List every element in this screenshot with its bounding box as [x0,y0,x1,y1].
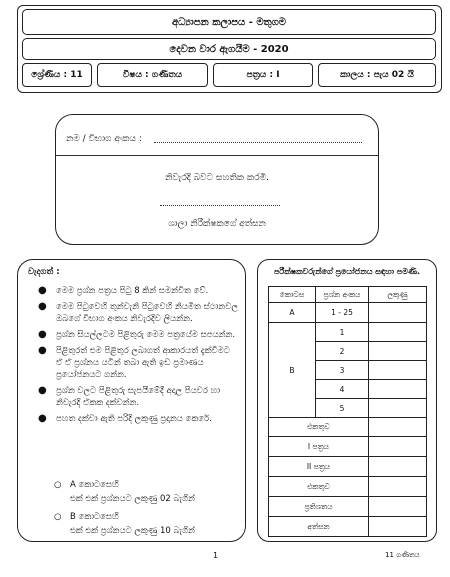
marks-cell[interactable] [369,418,427,437]
certify-text: නිවැරදි බවට සහතික කරමි. [165,173,269,183]
signature-line[interactable] [160,205,280,206]
table-row [269,323,427,342]
table-row [269,517,427,537]
instructions-title: වැදගත් : [28,267,60,277]
section-a-marks: එක් එක් ප්‍රශ්නයට ලකුණු 02 බැගින් [70,494,195,504]
percentage-label: ප්‍රතිශතය [269,497,369,517]
grade-cell: ශ්‍රේණිය : 11 [22,63,92,87]
question-number: 1 [316,323,369,342]
page-number: 1 [213,551,219,560]
bullet-icon: ● [38,385,47,396]
marks-cell[interactable] [369,497,427,517]
list-item: ● ප්‍රශ්න වලට පිළිතුරු සැපයීමේදී අදාල පියවර හා නිවැරදි ඒකක දක්වන්න. [38,385,221,408]
bullet-icon: ● [38,329,47,340]
table-row [269,497,427,517]
list-item: ● පිළිතුරත් එම පිළිතුර ලබාගත් ආකාරයත් දැක්වීමට ඒ ඒ ප්‍රශ්නය යටින් තබා ඇති ඉඩ ප්‍රමාණය ප්‍රයෝජනයට ගන්න. [38,345,230,380]
circle-bullet-icon: ○ [54,480,62,490]
marks-table [268,286,427,537]
bullet-icon: ● [38,345,47,356]
marks-cell[interactable] [369,303,427,323]
list-item: ● ප්‍රශ්න සියල්ලටම පිළිතුරු මෙම පත්‍රයේම සපයන්න. [38,329,236,340]
exam-title: දෙවන වාර ඇගයීම - 2020 [22,38,436,60]
candidate-box [55,114,379,245]
circle-bullet-icon: ○ [54,512,62,522]
marks-cell[interactable] [369,380,427,399]
list-item: ● පහත දක්වා ඇති පරිදි ලකුණු ප්‍රදානය කෙරේ. [38,413,212,424]
section-b-cell: B [269,323,316,418]
table-row [269,477,427,497]
list-item: ● මෙම පිටුවෙහි තුන්වැනි පිටුවෙහි නියමිත ස්ථානවල ඔබගේ විභාග අංකය නිවැරදිව ලියන්න. [38,301,238,324]
subject-cell: විෂය : ගණිතය [97,63,208,87]
zone-title: අධ්‍යාපන කලාපය - මතුගම [22,9,436,35]
bullet-icon: ● [38,301,47,312]
section-b-marks: එක් එක් ප්‍රශ්නයට ලකුණු 10 බැගින් [70,526,195,536]
instructions-list [38,285,238,429]
paper-cell: පත්‍රය : I [213,63,313,87]
footer-subject-code: 11 ගණිතය [385,551,420,559]
bullet-icon: ● [38,413,47,424]
section-b-label: B කොටසෙහි [70,512,119,522]
marks-cell[interactable] [369,477,427,497]
total-label: එකතුව [269,418,369,437]
marks-cell[interactable] [369,342,427,361]
table-row [269,437,427,457]
table-row [269,457,427,477]
supervisor-signature-label: ශාලා නිරීක්ෂකගේ අත්සන [168,219,266,229]
list-item: ● මෙම ප්‍රශ්න පත්‍රය පිටු 8 කින් සමන්විත වේ. [38,285,209,296]
paper1-label: I පත්‍රය [269,437,369,457]
table-row [269,303,427,323]
section-a-label: A කොටසෙහි [70,480,119,490]
header-marks: ලකුණු [369,287,427,303]
signature-label: අත්සන [269,517,369,537]
marks-cell[interactable] [369,361,427,380]
marks-cell[interactable] [369,323,427,342]
marks-cell[interactable] [369,457,427,477]
table-row [269,287,427,303]
bullet-icon: ● [38,285,47,296]
name-index-label: නම / විභාග අංකය : [66,134,142,144]
instructions-box [17,259,246,542]
marks-cell[interactable] [369,437,427,457]
name-index-field[interactable] [154,142,362,143]
marks-cell[interactable] [369,399,427,418]
question-number: 3 [316,361,369,380]
question-number: 2 [316,342,369,361]
question-number: 5 [316,399,369,418]
examiner-box [257,259,437,542]
examiner-title: පරීක්ෂකවරුන්ගේ ප්‍රයෝජනය සඳහා පමණි. [274,267,420,276]
marks-cell[interactable] [369,517,427,537]
section-a-range: 1 - 25 [316,303,369,323]
paper2-label: II පත්‍රය [269,457,369,477]
question-number: 4 [316,380,369,399]
time-cell: කාලය : පැය 02 යි [318,63,436,87]
table-row [269,418,427,437]
sum-label: එකතුව [269,477,369,497]
section-a-cell: A [269,303,316,323]
header-question: ප්‍රශ්න අංකය [316,287,369,303]
candidate-divider [56,155,378,156]
header-section: කොටස [269,287,316,303]
